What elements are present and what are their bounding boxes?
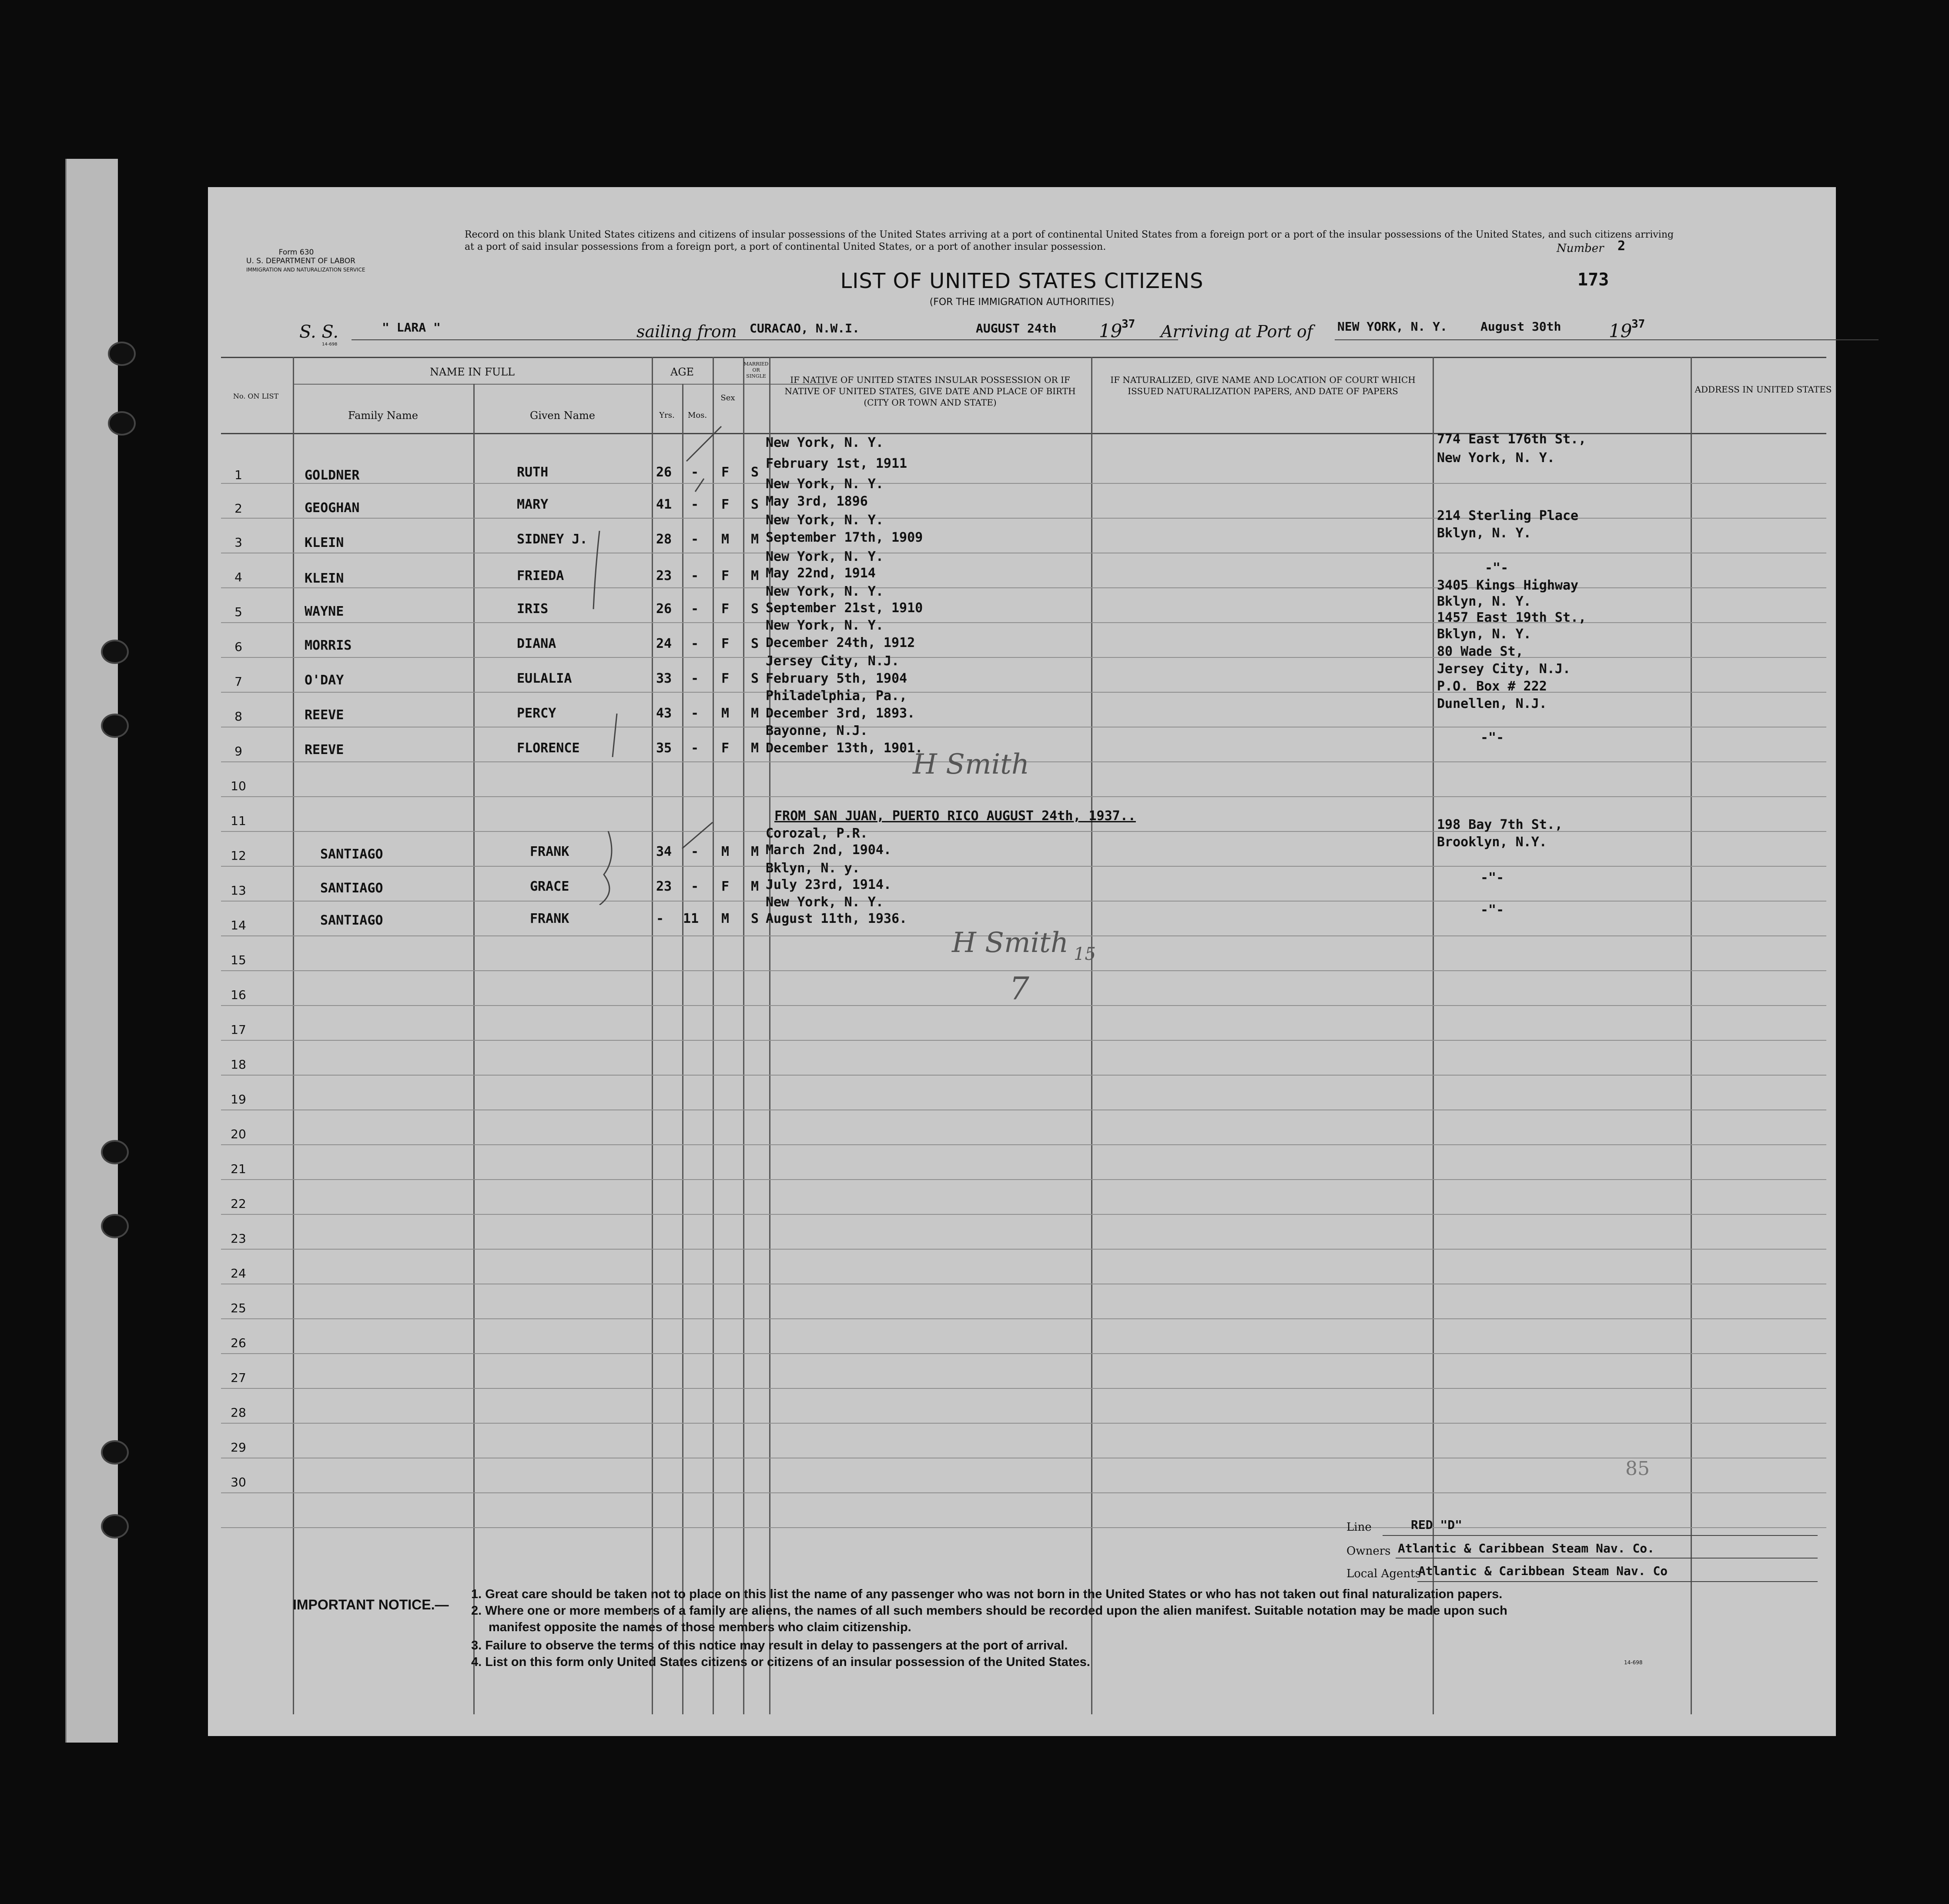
birth-place-cell: New York, N. Y. [766, 895, 884, 910]
binder-hole [101, 1514, 129, 1539]
birth-date-cell: May 22nd, 1914 [766, 566, 876, 581]
address-line2-cell: Bklyn, N. Y. [1437, 526, 1531, 541]
sailing-from-port: CURACAO, N.W.I. [750, 321, 860, 335]
family-name-cell: SANTIAGO [320, 913, 383, 928]
sex-cell: F [721, 601, 730, 617]
age-years-cell: 41 [656, 497, 672, 512]
sex-cell: M [721, 911, 730, 926]
row-number: 16 [231, 988, 246, 1002]
row-number: 3 [234, 535, 242, 550]
family-name-cell: REEVE [305, 707, 344, 723]
marital-status-cell: M [751, 532, 759, 547]
row-number: 9 [234, 744, 242, 758]
row-rule [221, 1249, 1826, 1250]
notice-item-4: 4. List on this form only United States citizens or citizens of an insular possession of the United States. [471, 1655, 1090, 1669]
address-line2-cell: Brooklyn, N.Y. [1437, 835, 1547, 850]
address-ditto-cell: -"- [1480, 870, 1504, 885]
col-mos: Mos. [687, 411, 707, 420]
printer-code: 14-698 [322, 342, 338, 347]
marital-status-cell: S [751, 636, 759, 651]
family-name-cell: KLEIN [305, 535, 344, 550]
sex-cell: F [721, 636, 730, 651]
birth-place-cell: Bklyn, N. y. [766, 861, 860, 876]
birth-date-cell: February 1st, 1911 [766, 456, 908, 471]
age-months-cell: - [691, 706, 699, 721]
address-line2-cell: New York, N. Y. [1437, 450, 1555, 466]
birth-date-cell: December 3rd, 1893. [766, 706, 915, 721]
address-line2-cell: Jersey City, N.J. [1437, 661, 1571, 677]
address-line1-cell: 198 Bay 7th St., [1437, 817, 1563, 832]
row-number: 30 [231, 1475, 246, 1489]
birth-place-cell: Bayonne, N.J. [766, 723, 868, 738]
col-married-single: MARRIED OR SINGLE [743, 361, 769, 379]
arriving-label: Arriving at Port of [1161, 322, 1313, 341]
notice-item-2-cont: manifest opposite the names of those members who claim citizenship. [489, 1620, 911, 1634]
given-name-cell: GRACE [530, 879, 569, 894]
age-months-cell: - [691, 671, 699, 686]
birth-date-cell: July 23rd, 1914. [766, 877, 891, 892]
sailing-date: AUGUST 24th [976, 321, 1057, 335]
row-number: 14 [231, 918, 246, 932]
sheet-number: 173 [1577, 270, 1609, 290]
row-rule [221, 1423, 1826, 1424]
birth-place-cell: New York, N. Y. [766, 618, 884, 633]
address-line1-cell: 1457 East 19th St., [1437, 610, 1587, 625]
col-family-name: Family Name [348, 409, 418, 422]
handwritten-signature: H Smith [952, 927, 1069, 959]
sex-cell: M [721, 844, 730, 859]
arrival-year-suffix: 37 [1631, 318, 1645, 331]
birth-place-cell: Corozal, P.R. [766, 826, 868, 841]
address-ditto-cell: -"- [1480, 730, 1504, 745]
age-months-cell: - [691, 568, 699, 583]
notice-item-3: 3. Failure to observe the terms of this notice may result in delay to passengers at the port of arrival. [471, 1639, 1068, 1653]
age-years-cell: 23 [656, 879, 672, 894]
row-number: 27 [231, 1371, 246, 1385]
birth-date-cell: March 2nd, 1904. [766, 842, 891, 858]
given-name-cell: EULALIA [517, 671, 572, 686]
row-number: 4 [234, 570, 242, 584]
age-years-cell: 26 [656, 601, 672, 617]
family-name-cell: O'DAY [305, 673, 344, 688]
sailing-from-label: sailing from [636, 322, 737, 341]
row-rule [221, 518, 1826, 519]
department-name: U. S. DEPARTMENT OF LABOR [246, 257, 355, 265]
family-name-cell: SANTIAGO [320, 881, 383, 896]
row-number: 10 [231, 779, 246, 793]
age-years-cell: 33 [656, 671, 672, 686]
check-marks [678, 422, 739, 944]
age-years-cell: 43 [656, 706, 672, 721]
birth-date-cell: February 5th, 1904 [766, 671, 908, 686]
handwritten-note: 15 [1074, 944, 1096, 964]
family-name-cell: KLEIN [305, 571, 344, 586]
row-number: 1 [234, 468, 242, 482]
address-line1-cell: 80 Wade St, [1437, 644, 1524, 659]
age-years-cell: - [656, 911, 664, 926]
sex-cell: F [721, 671, 730, 686]
row-rule [221, 1388, 1826, 1389]
age-years-cell: 24 [656, 636, 672, 651]
sex-cell: F [721, 497, 730, 512]
line-label: Line [1346, 1521, 1372, 1534]
col-sex: Sex [720, 393, 735, 402]
row-rule [221, 1144, 1826, 1145]
address-line1-cell: P.O. Box # 222 [1437, 679, 1547, 694]
row-rule [221, 1353, 1826, 1354]
row-rule [221, 796, 1826, 797]
row-number: 19 [231, 1092, 246, 1106]
row-rule [221, 866, 1826, 867]
address-line1-cell: 774 East 176th St., [1437, 432, 1587, 447]
local-agents-value: Atlantic & Caribbean Steam Nav. Co [1418, 1564, 1668, 1578]
record-notice: Record on this blank United States citizens and citizens of insular possessions of the United States arriving at a port of continental United States from a foreign port or a port of the insular possessions of the United States, and such citizens arriving at a port of said insular possessions from a foreign port, a port of continental United States, or a port of another insular possession. [465, 229, 1674, 252]
marital-status-cell: M [751, 879, 759, 894]
number-value: 2 [1617, 238, 1626, 254]
birth-date-cell: December 24th, 1912 [766, 635, 915, 650]
marital-status-cell: S [751, 497, 759, 512]
given-name-cell: PERCY [517, 706, 556, 721]
marital-status-cell: M [751, 741, 759, 756]
birth-date-cell: May 3rd, 1896 [766, 494, 868, 509]
binder-hole [101, 1440, 129, 1465]
birth-place-cell: New York, N. Y. [766, 513, 884, 528]
bracket-mark [591, 831, 626, 905]
row-rule [221, 1040, 1826, 1041]
row-number: 11 [231, 814, 246, 828]
marital-status-cell: M [751, 568, 759, 583]
age-months-cell: - [691, 879, 699, 894]
sex-cell: F [721, 741, 730, 756]
birth-place-cell: Jersey City, N.J. [766, 654, 900, 669]
given-name-cell: FRANK [530, 844, 569, 859]
san-juan-heading: FROM SAN JUAN, PUERTO RICO AUGUST 24th, 1937.. [774, 808, 1136, 824]
row-number: 23 [231, 1231, 246, 1246]
row-number: 7 [234, 674, 242, 689]
address-line2-cell: Bklyn, N. Y. [1437, 594, 1531, 609]
row-rule [221, 1214, 1826, 1215]
address-ditto-cell: -"- [1485, 560, 1509, 576]
row-number: 20 [231, 1127, 246, 1141]
row-number: 25 [231, 1301, 246, 1315]
marital-status-cell: S [751, 465, 759, 480]
row-number: 2 [234, 501, 242, 516]
arrival-port: NEW YORK, N. Y. [1337, 319, 1447, 334]
row-rule [221, 1318, 1826, 1319]
age-months-cell: - [691, 601, 699, 617]
row-rule [221, 1179, 1826, 1180]
binder-strip [65, 159, 118, 1743]
notice-item-1: 1. Great care should be taken not to place on this list the name of any passenger who was not born in the United States or who has not taken out final naturalization papers. [471, 1587, 1503, 1601]
row-number: 26 [231, 1336, 246, 1350]
row-rule [221, 1527, 1826, 1528]
page-subtitle: (FOR THE IMMIGRATION AUTHORITIES) [929, 297, 1115, 308]
age-months-cell: - [691, 636, 699, 651]
family-name-cell: WAYNE [305, 604, 344, 619]
age-months-cell: - [691, 465, 699, 480]
sex-cell: M [721, 706, 730, 721]
handwritten-signature: H Smith [913, 748, 1030, 781]
row-number: 12 [231, 848, 246, 863]
given-name-cell: DIANA [517, 636, 556, 651]
row-number: 8 [234, 709, 242, 724]
age-months-cell: - [691, 532, 699, 547]
age-months-cell: - [691, 741, 699, 756]
stamp-number: 85 [1625, 1458, 1650, 1480]
marital-status-cell: S [751, 671, 759, 686]
row-rule [221, 1075, 1826, 1076]
row-rule [221, 587, 1826, 588]
row-rule [221, 692, 1826, 693]
given-name-cell: IRIS [517, 601, 549, 617]
marital-status-cell: M [751, 706, 759, 721]
birth-date-cell: August 11th, 1936. [766, 911, 908, 926]
birth-place-cell: New York, N. Y. [766, 549, 884, 564]
birth-place-cell: New York, N. Y. [766, 435, 884, 450]
family-name-cell: SANTIAGO [320, 847, 383, 862]
given-name-cell: SIDNEY J. [517, 532, 588, 547]
arrival-year-prefix: 19 [1609, 320, 1632, 342]
col-age: AGE [670, 366, 694, 378]
age-months-cell: - [691, 497, 699, 512]
service-name: IMMIGRATION AND NATURALIZATION SERVICE [246, 267, 365, 273]
marital-status-cell: S [751, 911, 759, 926]
binder-hole [101, 640, 129, 664]
col-no-on-list: No. ON LIST [233, 392, 279, 400]
binder-hole [101, 1214, 129, 1238]
row-rule [221, 657, 1826, 658]
owners-label: Owners [1346, 1545, 1391, 1558]
row-number: 29 [231, 1440, 246, 1455]
handwritten-note: 7 [1009, 970, 1029, 1007]
sailing-year-prefix: 19 [1099, 320, 1122, 342]
owners-value: Atlantic & Caribbean Steam Nav. Co. [1398, 1541, 1655, 1555]
birth-place-cell: Philadelphia, Pa., [766, 688, 908, 704]
row-number: 28 [231, 1405, 246, 1420]
binder-hole [108, 342, 136, 366]
age-years-cell: 35 [656, 741, 672, 756]
local-agents-label: Local Agents [1346, 1567, 1421, 1580]
sex-cell: F [721, 568, 730, 583]
birth-date-cell: December 13th, 1901. [766, 741, 923, 756]
age-years-cell: 34 [656, 844, 672, 859]
row-number: 21 [231, 1162, 246, 1176]
family-name-cell: REEVE [305, 742, 344, 758]
address-ditto-cell: -"- [1480, 902, 1504, 918]
address-line1-cell: 214 Sterling Place [1437, 508, 1579, 523]
manifest-page [208, 187, 1836, 1736]
number-label: Number [1557, 242, 1604, 255]
row-rule [221, 901, 1826, 902]
given-name-cell: FRIEDA [517, 568, 564, 583]
birth-place-cell: New York, N. Y. [766, 584, 884, 599]
address-line2-cell: Bklyn, N. Y. [1437, 627, 1531, 642]
ss-label: S. S. [299, 322, 339, 342]
birth-date-cell: September 17th, 1909 [766, 530, 923, 545]
family-name-cell: GOLDNER [305, 468, 360, 483]
age-years-cell: 23 [656, 568, 672, 583]
col-yrs: Yrs. [659, 411, 675, 420]
binder-hole [101, 1140, 129, 1164]
col-name-in-full: NAME IN FULL [430, 366, 515, 378]
family-name-cell: GEOGHAN [305, 500, 360, 516]
address-line1-cell: 3405 Kings Highway [1437, 578, 1579, 593]
col-birth: IF NATIVE OF UNITED STATES INSULAR POSSESSION OR IF NATIVE OF UNITED STATES, GIVE DATE AND PLACE OF BIRTH (CITY OR TOWN AND STATE) [784, 375, 1076, 408]
birth-date-cell: September 21st, 1910 [766, 600, 923, 616]
age-months-cell: - [691, 844, 699, 859]
check-marks [591, 531, 626, 757]
row-number: 17 [231, 1022, 246, 1037]
age-months-cell: 11 [683, 911, 699, 926]
row-rule [221, 831, 1826, 832]
age-years-cell: 28 [656, 532, 672, 547]
address-line2-cell: Dunellen, N.J. [1437, 696, 1547, 711]
binder-hole [101, 714, 129, 738]
given-name-cell: FRANK [530, 911, 569, 926]
row-number: 24 [231, 1266, 246, 1281]
form-number: Form 630 [278, 248, 314, 257]
marital-status-cell: M [751, 844, 759, 859]
marital-status-cell: S [751, 601, 759, 617]
age-years-cell: 26 [656, 465, 672, 480]
line-value: RED "D" [1411, 1518, 1463, 1532]
notice-item-2: 2. Where one or more members of a family are aliens, the names of all such members should be recorded upon the alien manifest. Suitable notation may be made upon such [471, 1604, 1507, 1618]
printer-code-footer: 14-698 [1624, 1659, 1643, 1666]
birth-place-cell: New York, N. Y. [766, 476, 884, 492]
arrival-date: August 30th [1480, 319, 1561, 334]
given-name-cell: RUTH [517, 465, 549, 480]
row-number: 6 [234, 640, 242, 654]
page-title: LIST OF UNITED STATES CITIZENS [840, 269, 1204, 293]
family-name-cell: MORRIS [305, 638, 352, 653]
sex-cell: F [721, 465, 730, 480]
row-rule [221, 483, 1826, 484]
sex-cell: F [721, 879, 730, 894]
col-address: ADDRESS IN UNITED STATES [1694, 384, 1832, 395]
ship-name: " LARA " [382, 320, 441, 335]
row-number: 15 [231, 953, 246, 967]
row-number: 13 [231, 883, 246, 898]
sailing-year-suffix: 37 [1122, 318, 1135, 331]
row-number: 18 [231, 1057, 246, 1072]
row-rule [221, 1492, 1826, 1493]
given-name-cell: FLORENCE [517, 741, 580, 756]
col-naturalized: IF NATURALIZED, GIVE NAME AND LOCATION OF COURT WHICH ISSUED NATURALIZATION PAPERS, AND DATE OF PAPERS [1110, 375, 1416, 396]
col-given-name: Given Name [530, 409, 595, 422]
given-name-cell: MARY [517, 497, 549, 512]
row-number: 22 [231, 1197, 246, 1211]
row-number: 5 [234, 605, 242, 619]
binder-hole [108, 411, 136, 436]
sex-cell: M [721, 532, 730, 547]
notice-title: IMPORTANT NOTICE.— [293, 1597, 449, 1612]
